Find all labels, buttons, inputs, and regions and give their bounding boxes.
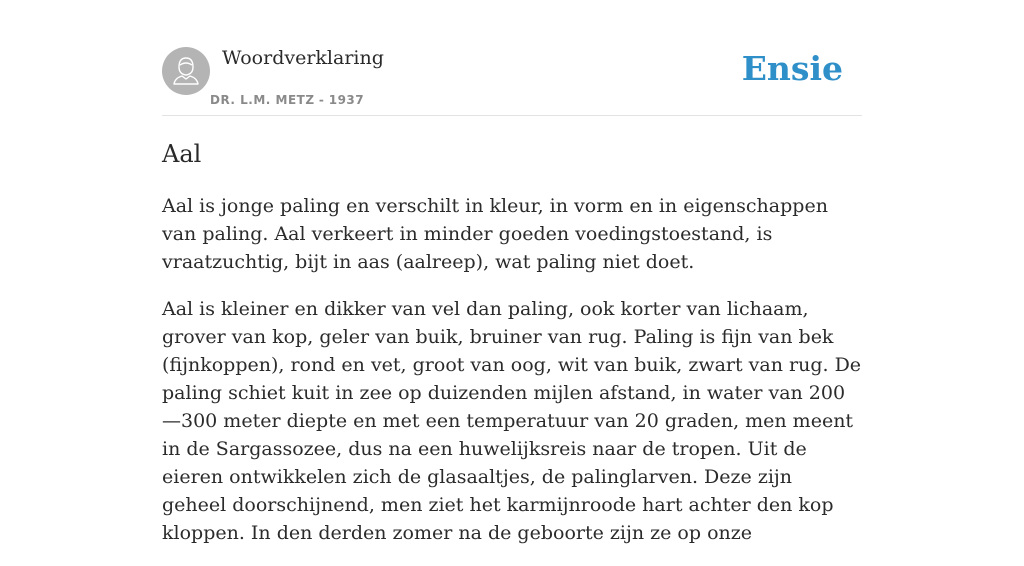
user-icon-graphic	[162, 47, 210, 95]
book-author[interactable]: DR. L.M. METZ	[210, 93, 315, 107]
header-divider	[162, 115, 862, 116]
ensie-logo[interactable]: Ensie	[741, 49, 843, 88]
user-icon[interactable]	[162, 47, 210, 95]
book-meta	[210, 93, 364, 107]
entry-paragraph: Aal is kleiner en dikker van vel dan paling, ook korter van lichaam, grover van kop, geler van buik, bruiner van rug. Paling is fijn van bek (fijnkoppen), rond en vet, groot van oog, wit van buik, zwart van rug. De paling schiet kuit in zee op duizenden mijlen afstand, in water van 200—300 meter diepte en met een temperatuur van 20 graden, men meent in de Sargassozee, dus na een huwelijksreis naar de tropen. Uit de eieren ontwikkelen zich de glasaaltjes, de palinglarven. Deze zijn geheel doorschijnend, men ziet het karmijnroode hart achter den kop kloppen. In den derden zomer na de geboorte zijn ze op onze	[162, 298, 862, 544]
entry-headword: Aal	[162, 140, 202, 168]
entry-paragraph: Aal is jonge paling en verschilt in kleur, in vorm en in eigenschappen van paling. Aal verkeert in minder goeden voedingstoestand, is vraatzuchtig, bijt in aas (aalreep), wat paling niet doet.	[162, 195, 828, 273]
book-year: 1937	[328, 93, 365, 107]
entry-content	[162, 192, 862, 566]
entry-header	[162, 46, 862, 116]
book-title[interactable]: Woordverklaring	[222, 47, 384, 69]
meta-separator: -	[318, 93, 325, 107]
